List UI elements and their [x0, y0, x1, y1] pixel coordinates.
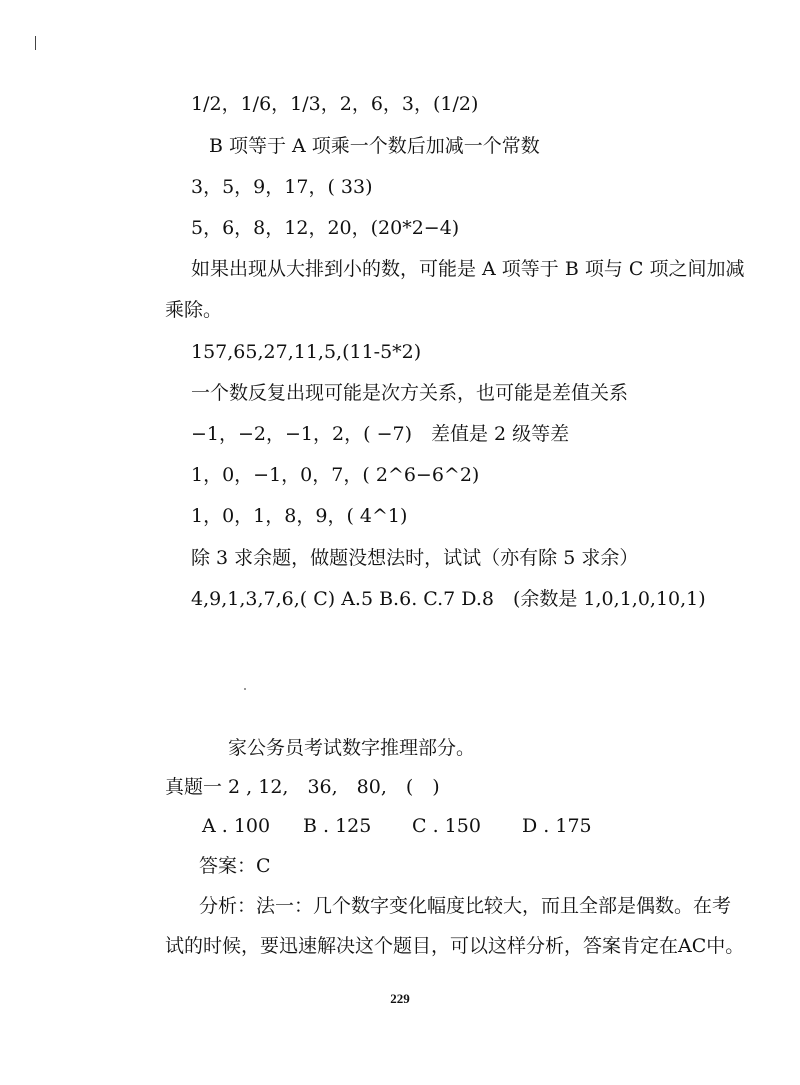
analysis-line: 分析：法一：几个数字变化幅度比较大，而且全部是偶数。在考: [199, 895, 732, 917]
text-line: 一个数反复出现可能是次方关系，也可能是差值关系: [191, 382, 629, 404]
option-d: D . 175: [522, 815, 592, 837]
text-line: −1，−2，−1，2，( −7) 差值是 2 级等差: [191, 423, 570, 445]
text-line: 乘除。: [165, 299, 223, 321]
option-a: A . 100: [202, 815, 271, 837]
scan-speck: [244, 688, 246, 690]
option-c: C . 150: [412, 815, 481, 837]
text-line: 除 3 求余题，做题没想法时，试试（亦有除 5 求余）: [191, 547, 639, 569]
analysis-line: 试的时候，要迅速解决这个题目，可以这样分析，答案肯定在AC中。: [165, 935, 745, 957]
section-title: 家公务员考试数字推理部分。: [228, 737, 476, 759]
text-line: 如果出现从大排到小的数，可能是 A 项等于 B 项与 C 项之间加减: [191, 258, 745, 280]
option-b: B . 125: [303, 815, 372, 837]
text-line: B 项等于 A 项乘一个数后加减一个常数: [209, 135, 540, 157]
text-line: 4,9,1,3,7,6,( C) A.5 B.6. C.7 D.8 (余数是 1,0,1,0,10,1): [191, 588, 706, 610]
text-line: 3，5，9，17，( 33): [191, 176, 373, 198]
answer-line: 答案：C: [199, 855, 271, 877]
text-line: 157,65,27,11,5,(11-5*2): [191, 341, 422, 363]
text-line: 1，0，−1，0，7，( 2^6−6^2): [191, 464, 480, 486]
text-line: 1，0，1，8，9，( 4^1): [191, 505, 408, 527]
text-line: 5，6，8，12，20，(20*2−4): [191, 217, 460, 239]
page-number: 229: [390, 991, 410, 1006]
question-line: 真题一 2 , 12, 36, 80, ( ): [165, 776, 440, 798]
answer-options: [0, 814, 800, 838]
text-line: 1/2，1/6，1/3，2，6，3，(1/2): [191, 93, 479, 115]
margin-mark: [35, 36, 36, 50]
